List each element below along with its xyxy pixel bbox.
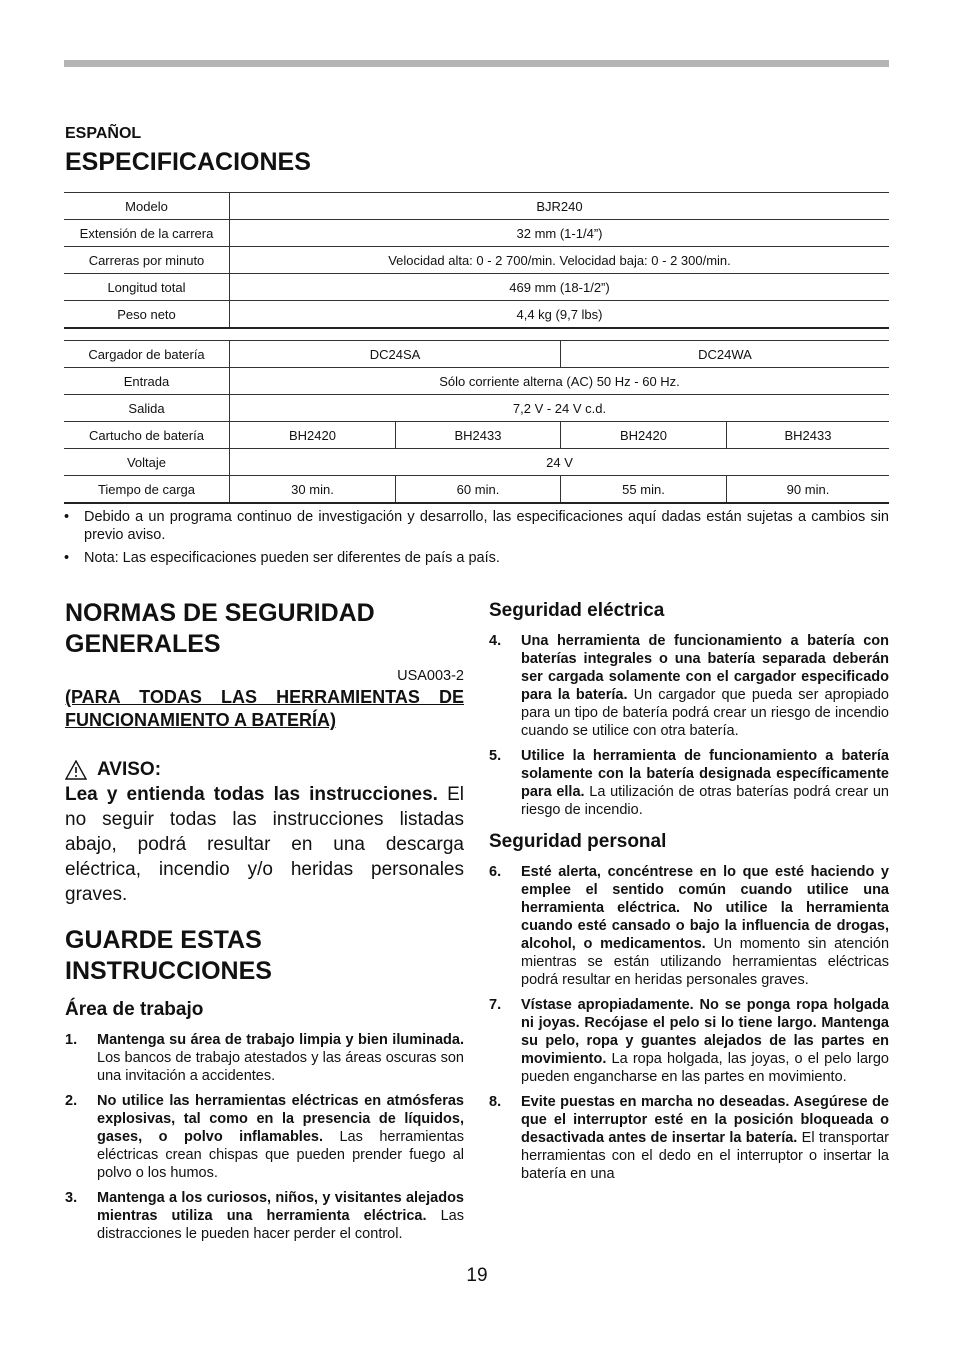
page-title: ESPECIFICACIONES <box>65 148 311 176</box>
table-row <box>64 395 889 422</box>
item-text: El transportar herramientas con el dedo en el interruptor o insertar la batería en una <box>521 1130 889 1182</box>
note-item: • Nota: Las especificaciones pueden ser diferentes de país a país. <box>64 549 889 567</box>
left-column <box>65 598 464 1250</box>
list-item <box>65 1189 464 1243</box>
table-row <box>64 301 889 329</box>
table-row <box>64 274 889 301</box>
charge-time: 60 min. <box>396 476 561 504</box>
warning-bold-text: Lea y entienda todas las instrucciones. <box>65 784 438 805</box>
spec-label: Modelo <box>64 193 230 220</box>
charger-model: DC24WA <box>561 341 890 368</box>
right-column <box>489 600 889 1190</box>
charger-label: Cargador de batería <box>64 341 230 368</box>
spec-value: 4,4 kg (9,7 lbs) <box>230 301 890 329</box>
spec-value: BJR240 <box>230 193 890 220</box>
item-text: Un cargador que pueda ser apropiado para un tipo de batería podrá crear un riesgo de incendio cuando se utilice con otra batería. <box>521 687 890 739</box>
charge-time: 30 min. <box>230 476 396 504</box>
save-instructions-title: GUARDE ESTAS INSTRUCCIONES <box>65 926 272 985</box>
item-number: 2. <box>65 1093 78 1109</box>
document-code: USA003-2 <box>397 668 464 684</box>
warning-heading <box>65 757 464 782</box>
spec-value: Velocidad alta: 0 - 2 700/min. Velocidad baja: 0 - 2 300/min. <box>230 247 890 274</box>
item-number: 8. <box>489 1094 502 1110</box>
input-label: Entrada <box>64 368 230 395</box>
charge-time: 90 min. <box>727 476 890 504</box>
list-item <box>489 632 889 740</box>
item-bold-text: Esté alerta, concéntrese en lo que esté haciendo y emplee el sentido común cuando utilice una herramienta eléctrica. No utilice la herramienta cuando esté cansado o bajo la influencia de drogas, alcohol, o medicamentos. <box>521 864 889 952</box>
item-number: 3. <box>65 1190 78 1206</box>
warning-triangle-icon <box>65 760 87 780</box>
item-number: 5. <box>489 748 502 764</box>
charge-time: 55 min. <box>561 476 727 504</box>
warning-block <box>65 757 464 907</box>
output-label: Salida <box>64 395 230 422</box>
item-text: Las distracciones le pueden hacer perder el control. <box>97 1208 464 1242</box>
cartridge-model: BH2420 <box>230 422 396 449</box>
item-bold-text: Utilice la herramienta de funcionamiento a batería solamente con la batería designada específicamente para ella. <box>521 748 889 800</box>
list-item <box>489 747 889 819</box>
item-number: 6. <box>489 864 502 880</box>
cartridge-model: BH2433 <box>727 422 890 449</box>
item-text: Un momento sin atención mientras se están utilizando herramientas eléctricas podrá resultar en heridas personales graves. <box>521 936 890 988</box>
list-item <box>489 863 889 989</box>
voltage-value: 24 V <box>230 449 890 476</box>
item-bold-text: Mantenga su área de trabajo limpia y bien iluminada. <box>97 1032 464 1048</box>
item-text: La ropa holgada, las joyas, o el pelo largo pueden engancharse en las partes en movimiento. <box>521 1051 889 1085</box>
item-number: 7. <box>489 997 502 1013</box>
item-bold-text: Vístase apropiadamente. No se ponga ropa holgada ni joyas. Recójase el pelo si lo tiene largo. Mantenga su pelo, ropa y guantes alejados de las partes en movimiento. <box>521 997 889 1067</box>
personal-safety-list <box>489 863 889 1183</box>
language-label: ESPAÑOL <box>65 125 142 142</box>
charger-table <box>64 340 889 504</box>
table-row <box>64 341 889 368</box>
charge-time-label: Tiempo de carga <box>64 476 230 504</box>
spec-value: 469 mm (18-1/2”) <box>230 274 890 301</box>
list-item <box>489 996 889 1086</box>
warning-body-text: El no seguir todas las instrucciones listadas abajo, podrá resultar en una descarga eléctrica, incendio y/o heridas personales graves. <box>65 784 465 905</box>
item-text: Las herramientas eléctricas crean chispas que pueden prender fuego al polvo o los humos. <box>97 1129 464 1181</box>
note-item: • Debido a un programa continuo de investigación y desarrollo, las especificaciones aquí dadas están sujetas a cambios sin previo aviso. <box>64 508 889 544</box>
spec-label: Longitud total <box>64 274 230 301</box>
item-bold-text: Evite puestas en marcha no deseadas. Asegúrese de que el interruptor esté en la posición bloqueada o desactivada antes de insertar la batería. <box>521 1094 889 1146</box>
list-item <box>65 1092 464 1182</box>
page-number: 19 <box>466 1265 488 1286</box>
notes-list <box>64 508 889 572</box>
item-number: 4. <box>489 633 502 649</box>
item-bold-text: Una herramienta de funcionamiento a batería con baterías integrales o una batería separada deberán ser cargada solamente con el cargador especificado para la batería. <box>521 633 889 703</box>
voltage-label: Voltaje <box>64 449 230 476</box>
spec-value: 32 mm (1-1/4”) <box>230 220 890 247</box>
cartridge-label: Cartucho de batería <box>64 422 230 449</box>
section-subtitle: (PARA TODAS LAS HERRAMIENTAS DE FUNCIONAMIENTO A BATERÍA) <box>65 687 464 730</box>
work-area-list <box>65 1031 464 1243</box>
table-row <box>64 422 889 449</box>
spec-label: Extensión de la carrera <box>64 220 230 247</box>
electrical-safety-list <box>489 632 889 819</box>
item-bold-text: Mantenga a los curiosos, niños, y visitantes alejados mientras utiliza una herramienta eléctrica. <box>97 1190 464 1224</box>
cartridge-model: BH2433 <box>396 422 561 449</box>
table-row <box>64 193 889 220</box>
spec-label: Peso neto <box>64 301 230 329</box>
warning-text <box>65 782 464 907</box>
charger-model: DC24SA <box>230 341 561 368</box>
top-rule <box>64 60 889 67</box>
table-row <box>64 247 889 274</box>
personal-safety-heading: Seguridad personal <box>489 831 667 852</box>
item-number: 1. <box>65 1032 78 1048</box>
output-value: 7,2 V - 24 V c.d. <box>230 395 890 422</box>
work-area-heading: Área de trabajo <box>65 999 204 1020</box>
list-item <box>489 1093 889 1183</box>
specifications-table <box>64 192 889 329</box>
section-title: NORMAS DE SEGURIDAD GENERALES <box>65 599 375 658</box>
spec-label: Carreras por minuto <box>64 247 230 274</box>
table-row <box>64 449 889 476</box>
warning-title: AVISO: <box>97 759 162 780</box>
item-text: La utilización de otras baterías podrá crear un riesgo de incendio. <box>521 784 889 818</box>
item-bold-text: No utilice las herramientas eléctricas en atmósferas explosivas, tal como en la presencia de líquidos, gases, o polvo inflamables. <box>97 1093 464 1145</box>
table-row <box>64 368 889 395</box>
table-row <box>64 476 889 504</box>
item-text: Los bancos de trabajo atestados y las áreas oscuras son una invitación a accidentes. <box>97 1050 464 1084</box>
cartridge-model: BH2420 <box>561 422 727 449</box>
table-row <box>64 220 889 247</box>
input-value: Sólo corriente alterna (AC) 50 Hz - 60 Hz. <box>230 368 890 395</box>
list-item <box>65 1031 464 1085</box>
electrical-safety-heading: Seguridad eléctrica <box>489 600 665 621</box>
